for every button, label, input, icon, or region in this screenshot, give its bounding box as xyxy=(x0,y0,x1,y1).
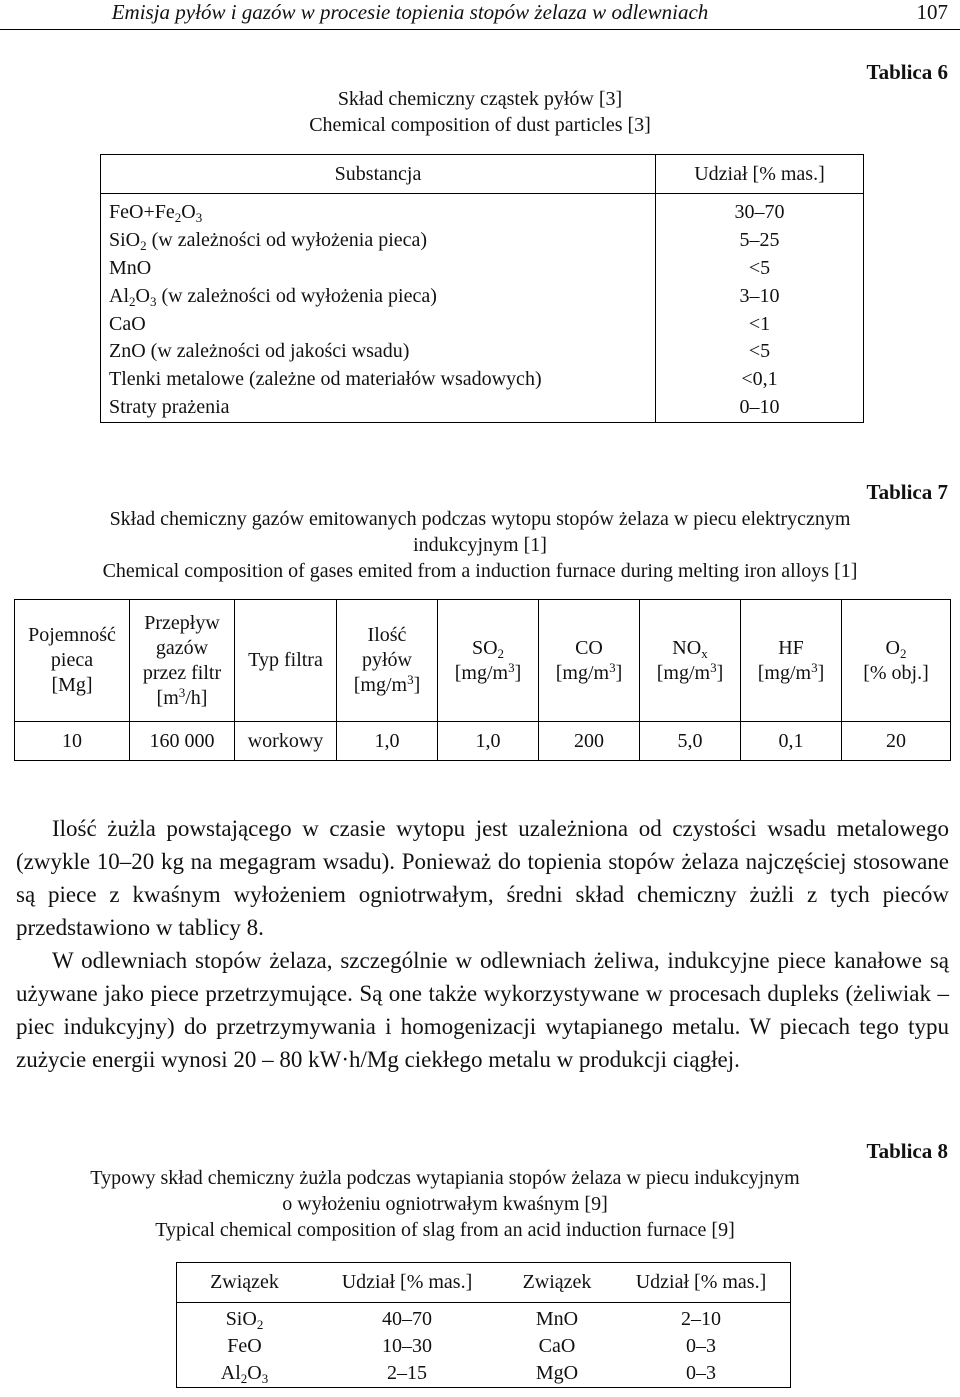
table-row xyxy=(101,366,864,394)
table7-cell-o2: 20 xyxy=(842,722,951,761)
table6-value: <5 xyxy=(656,338,864,366)
table-row xyxy=(177,1360,791,1388)
table7-header-nox xyxy=(640,600,741,722)
table6 xyxy=(100,154,864,423)
table7-caption-en: Chemical composition of gases emited from a induction furnace during melting iron alloys [1] xyxy=(102,560,858,582)
table7-cell-nox: 5,0 xyxy=(640,722,741,761)
table-row xyxy=(15,722,951,761)
table7-cell-flow: 160 000 xyxy=(130,722,235,761)
header-text: $[mg/m^3]$ xyxy=(555,659,623,684)
table6-caption-pl: Skład chemiczny cząstek pyłów [3] xyxy=(337,88,623,110)
header-text: pieca xyxy=(50,649,94,671)
table7-cell-hf: 0,1 xyxy=(741,722,842,761)
table8-value: 10–30 xyxy=(382,1335,432,1357)
header-text: [Mg] xyxy=(51,674,93,696)
table7-caption xyxy=(0,506,960,584)
table7-header-flow xyxy=(130,600,235,722)
header-text: $[mg/m^3]$ xyxy=(656,659,724,684)
table6-substance: ZnO (w zależności od jakości wsadu) xyxy=(109,340,410,363)
header-text: $SO_2$ xyxy=(471,636,505,661)
table8-caption-pl-line1: Typowy skład chemiczny żużla podczas wytapiania stopów żelaza w piecu indukcyjnym xyxy=(90,1167,800,1189)
table-row xyxy=(101,282,864,310)
table8-value: 0–3 xyxy=(686,1335,716,1357)
table6-substance: Tlenki metalowe (zależne od materiałów wsadowych) xyxy=(109,368,542,391)
table7-cell-capacity: 10 xyxy=(15,722,130,761)
table7-header-o2 xyxy=(842,600,951,722)
table8-value: 0–3 xyxy=(686,1362,716,1384)
table-row xyxy=(101,394,864,423)
header-rule xyxy=(0,29,960,30)
table7-header-filter: Typ filtra xyxy=(235,600,337,722)
header-text: Pojemność xyxy=(28,624,116,646)
table6-header-share: Udział [% mas.] xyxy=(656,155,864,194)
paragraph: W odlewniach stopów żelaza, szczególnie w odlewniach żeliwa, indukcyjne piece kanałowe są używane jako piece przetrzymujące. Są one także wykorzystywane w procesach dupleks (żeliwiak – piec indukcyjny) do przetrzymywania i homogenizacji wytapianego metalu. W piecach tego typu zużycie energii wynosi 20 – 80 kW·h/Mg ciekłego metalu w produkcji ciągłej. xyxy=(16,948,949,1072)
table6-value: 30–70 xyxy=(656,194,864,227)
table8-compound: MgO xyxy=(535,1362,579,1384)
page-number: 107 xyxy=(916,0,948,24)
table6-substance: SiO$_2$ (w zależności od wyłożenia pieca) xyxy=(109,228,428,253)
header-text: $[mg/m^3]$ xyxy=(757,659,825,684)
header-text: HF xyxy=(778,636,804,659)
table8-header-share: Udział [% mas.] xyxy=(612,1263,791,1303)
table7-cell-so2: 1,0 xyxy=(438,722,539,761)
table7-header-so2 xyxy=(438,600,539,722)
header-text: pyłów xyxy=(362,649,412,671)
table-row xyxy=(101,194,864,227)
table8-value: 2–10 xyxy=(681,1308,721,1330)
header-text: Ilość xyxy=(367,624,407,646)
table6-header-substance: Substancja xyxy=(101,155,656,194)
table8-label: Tablica 8 xyxy=(866,1139,948,1163)
table7-cell-filter: workowy xyxy=(235,722,337,761)
table8-caption xyxy=(0,1165,890,1243)
table7-header-hf xyxy=(741,600,842,722)
table8-compound: MnO xyxy=(535,1308,579,1330)
header-text: $NO_x$ xyxy=(672,636,708,661)
table-row xyxy=(101,310,864,338)
table-row xyxy=(101,338,864,366)
table6-caption-en: Chemical composition of dust particles [3] xyxy=(309,114,651,136)
header-text: gazów xyxy=(155,636,209,659)
table8-compound: $Al_2O_3$ xyxy=(220,1362,269,1386)
table7 xyxy=(14,599,951,761)
table-row xyxy=(177,1303,791,1334)
table7-cell-co: 200 xyxy=(539,722,640,761)
table7-header-co xyxy=(539,600,640,722)
table6-substance: CaO xyxy=(109,312,146,335)
running-header-title: Emisja pyłów i gazów w procesie topienia stopów żelaza w odlewniach xyxy=(111,0,709,24)
table8-header-compound: Związek xyxy=(502,1263,612,1303)
table6-value: 0–10 xyxy=(656,394,864,423)
paragraph: Ilość żużla powstającego w czasie wytopu jest uzależniona od czystości wsadu metalowego (zwykle 10–20 kg na megagram wsadu). Ponieważ do topienia stopów żelaza najczęściej stosowane są piece z kwaśnym wyłożeniem ogniotrwałym, średni skład chemiczny żużli z tych pieców przedstawiono w tablicy 8. xyxy=(16,816,949,940)
header-text: Przepływ xyxy=(144,611,220,634)
table6-label: Tablica 6 xyxy=(866,60,948,84)
body-text xyxy=(16,812,949,1076)
table8-caption-pl-line2: o wyłożeniu ogniotrwałym kwaśnym [9] xyxy=(282,1193,608,1215)
table8-value: 2–15 xyxy=(387,1362,427,1384)
table8-compound: CaO xyxy=(538,1335,576,1357)
header-text: [% obj.] xyxy=(863,661,929,684)
table6-value: <0,1 xyxy=(656,366,864,394)
table8-value: 40–70 xyxy=(382,1308,432,1330)
table6-substance: MnO xyxy=(109,256,152,279)
table8-caption-en: Typical chemical composition of slag from an acid induction furnace [9] xyxy=(155,1219,735,1241)
table6-value: <5 xyxy=(656,254,864,282)
table8-header-compound: Związek xyxy=(177,1263,313,1303)
table8 xyxy=(176,1262,791,1388)
table6-value: <1 xyxy=(656,310,864,338)
table-row xyxy=(101,254,864,282)
table7-header-capacity xyxy=(15,600,130,722)
table6-value: 3–10 xyxy=(656,282,864,310)
table7-caption-pl-line1: Skład chemiczny gazów emitowanych podczas wytopu stopów żelaza w piecu elektrycznym xyxy=(109,508,851,530)
header-text: $[mg/m^3]$ xyxy=(454,659,522,684)
table6-caption xyxy=(0,86,960,138)
header-text: przez filtr xyxy=(142,661,222,684)
table7-cell-dust: 1,0 xyxy=(337,722,438,761)
table7-caption-pl-line2: indukcyjnym [1] xyxy=(413,534,547,556)
table8-header-share: Udział [% mas.] xyxy=(312,1263,502,1303)
table6-substance: $Al_2O_3$ (w zależności od wyłożenia pieca) xyxy=(109,284,437,309)
table6-value: 5–25 xyxy=(656,226,864,254)
table8-compound: FeO xyxy=(227,1335,262,1357)
table6-substance: Straty prażenia xyxy=(109,396,230,419)
header-text: $[m^3/h]$ xyxy=(156,684,208,709)
table-row xyxy=(177,1333,791,1360)
header-text: $[mg/m^3]$ xyxy=(353,672,421,696)
table-row xyxy=(101,226,864,254)
header-text: CO xyxy=(575,636,603,659)
table7-header-dust xyxy=(337,600,438,722)
table8-compound: SiO$_2$ xyxy=(225,1308,264,1332)
table7-label: Tablica 7 xyxy=(866,480,948,504)
header-text: $O_2$ xyxy=(885,636,907,661)
table6-substance: $FeO+Fe_2O_3$ xyxy=(109,200,203,225)
